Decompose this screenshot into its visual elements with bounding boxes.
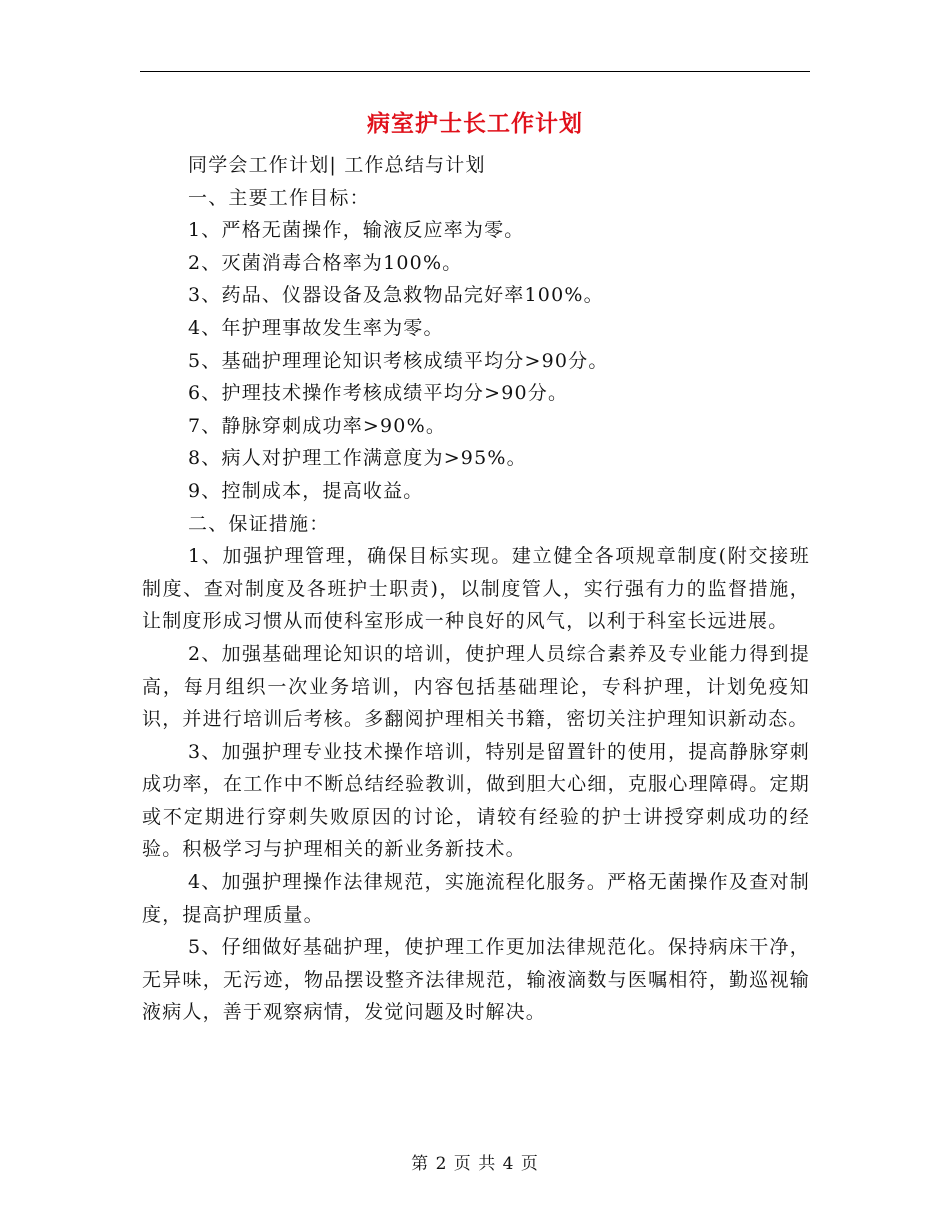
section-heading-goals: 一、主要工作目标： [188, 186, 370, 209]
measure-paragraph: 3、加强护理专业技术操作培训，特别是留置针的使用，提高静脉穿刺成功率，在工作中不断总结经验教训，做到胆大心细，克服心理障碍。定期或不定期进行穿刺失败原因的讨论，请较有经验的护士讲授穿刺成功的经验。积极学习与护理相关的新业务新技术。 [142, 740, 810, 861]
goal-item: 2、灭菌消毒合格率为100%。 [188, 251, 463, 274]
page-number-footer: 第 2 页 共 4 页 [411, 1154, 539, 1174]
measure-paragraph: 1、加强护理管理，确保目标实现。建立健全各项规章制度(附交接班制度、查对制度及各班护士职责)，以制度管人，实行强有力的监督措施，让制度形成习惯从而使科室形成一种良好的风气，以利于科室长远进展。 [142, 545, 810, 633]
document-body [142, 149, 810, 1029]
section-heading-measures: 二、保证措施： [188, 512, 330, 535]
measure-paragraph: 5、仔细做好基础护理，使护理工作更加法律规范化。保持病床干净，无异味，无污迹，物品摆设整齐法律规范，输液滴数与医嘱相符，勤巡视输液病人，善于观察病情，发觉问题及时解决。 [142, 936, 810, 1024]
document-title: 病室护士长工作计划 [367, 111, 583, 137]
goal-item: 6、护理技术操作考核成绩平均分>90分。 [188, 382, 569, 405]
subtitle-line: 同学会工作计划| 工作总结与计划 [188, 154, 486, 176]
header-rule [140, 71, 810, 72]
goal-item: 9、控制成本，提高收益。 [188, 479, 424, 502]
measure-paragraph: 4、加强护理操作法律规范，实施流程化服务。严格无菌操作及查对制度，提高护理质量。 [142, 871, 810, 926]
measure-paragraph: 2、加强基础理论知识的培训，使护理人员综合素养及专业能力得到提高，每月组织一次业务培训，内容包括基础理论，专科护理，计划免疫知识，并进行培训后考核。多翻阅护理相关书籍，密切关注护理知识新动态。 [142, 642, 810, 731]
goal-item: 3、药品、仪器设备及急救物品完好率100%。 [188, 284, 604, 307]
goal-item: 4、年护理事故发生率为零。 [188, 316, 444, 339]
goal-item: 1、严格无菌操作，输液反应率为零。 [188, 219, 525, 242]
goal-item: 5、基础护理理论知识考核成绩平均分>90分。 [188, 349, 609, 372]
goal-item: 7、静脉穿刺成功率>90%。 [188, 414, 447, 437]
goal-item: 8、病人对护理工作满意度为>95%。 [188, 447, 527, 470]
